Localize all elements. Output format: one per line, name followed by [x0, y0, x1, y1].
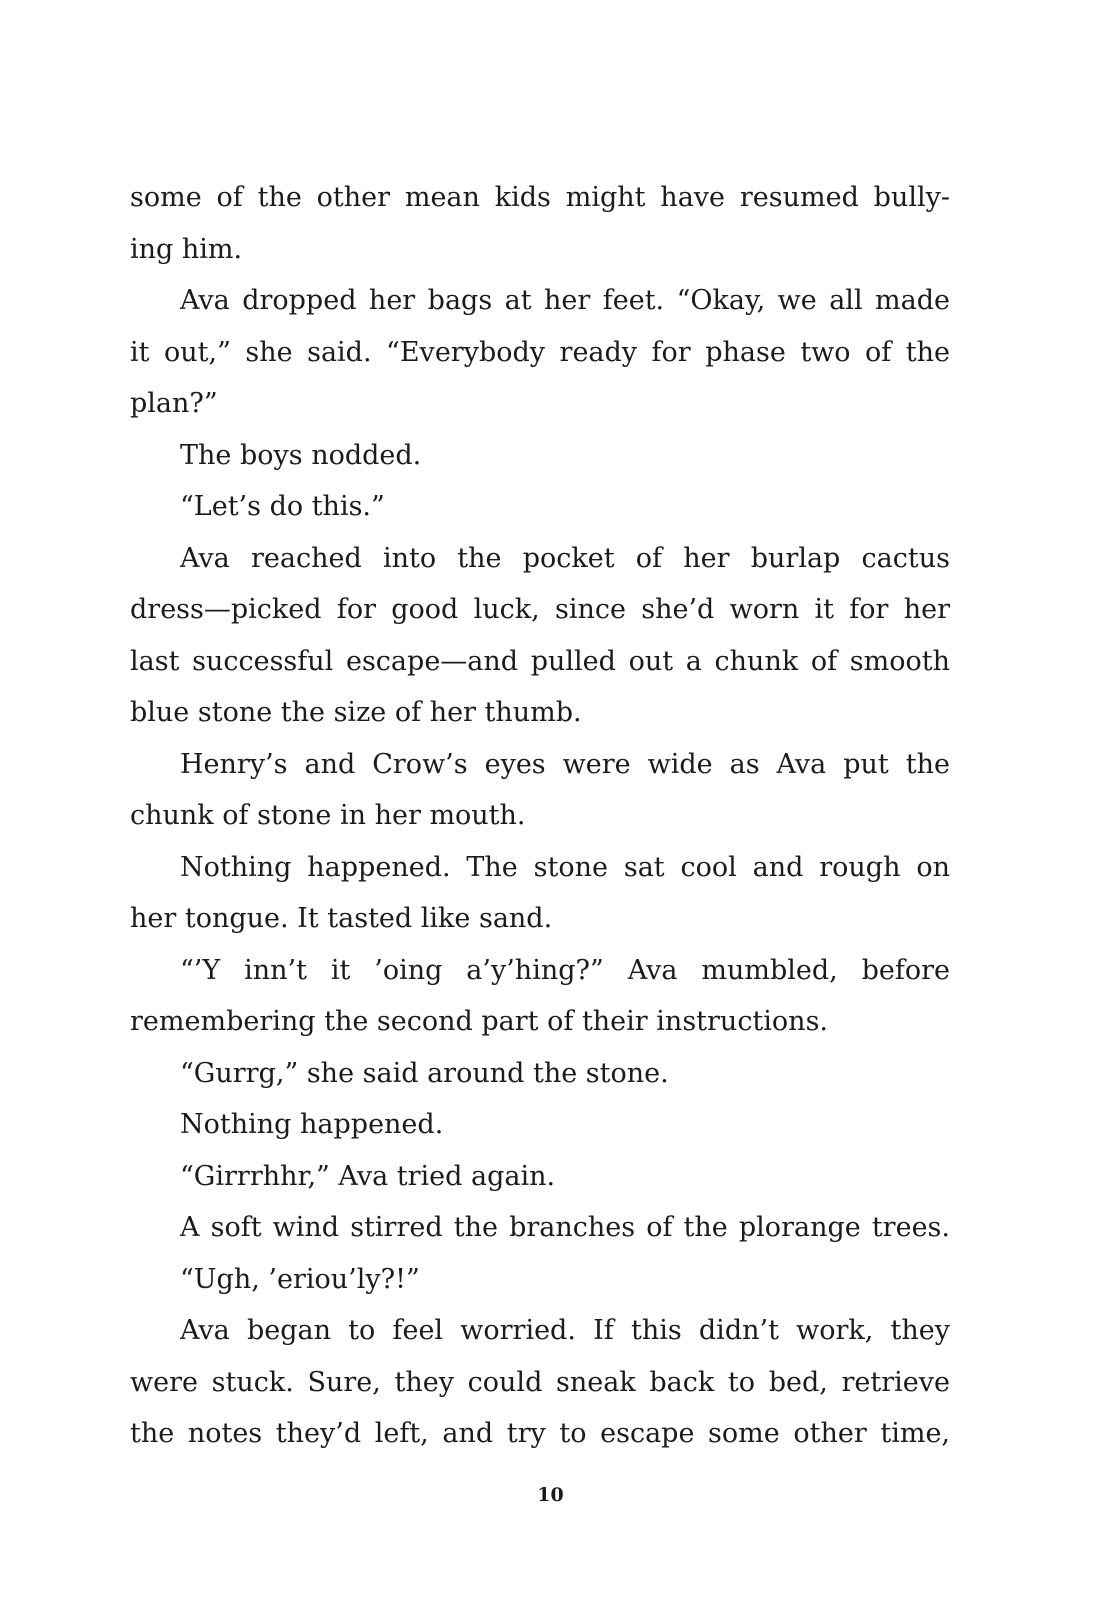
text-line: were stuck. Sure, they could sneak back to bed, retrieve: [130, 1366, 950, 1398]
text-line: The boys nodded.: [180, 439, 422, 471]
text-line: it out,” she said. “Everybody ready for phase two of the: [130, 336, 950, 368]
text-line: Henry’s and Crow’s eyes were wide as Ava put the: [180, 748, 950, 780]
text-line: some of the other mean kids might have resumed bully-: [130, 182, 950, 213]
text-line: ing him.: [130, 233, 243, 265]
text-line: last successful escape—and pulled out a chunk of smooth: [130, 645, 950, 677]
text-line: “Girrrhhr,” Ava tried again.: [180, 1160, 556, 1192]
text-line: her tongue. It tasted like sand.: [130, 903, 553, 934]
page-body: [130, 172, 950, 1492]
text-line: blue stone the size of her thumb.: [130, 697, 582, 728]
text-line: Ava reached into the pocket of her burlap cactus: [180, 542, 950, 574]
text-line: “Gurrg,” she said around the stone.: [180, 1057, 669, 1089]
text-line: A soft wind stirred the branches of the plorange trees.: [180, 1212, 950, 1243]
text-line: “Let’s do this.”: [180, 491, 385, 522]
text-line: Nothing happened. The stone sat cool and rough on: [180, 851, 950, 883]
text-line: Ava began to feel worried. If this didn’t work, they: [180, 1315, 950, 1346]
text-line: the notes they’d left, and try to escape some other time,: [130, 1418, 950, 1449]
text-line: “’Y inn’t it ’oing a’y’hing?” Ava mumbled, before: [180, 954, 950, 986]
text-line: chunk of stone in her mouth.: [130, 800, 526, 831]
text-line: Nothing happened.: [180, 1109, 444, 1140]
page-number: 10: [537, 1484, 564, 1506]
text-line: “Ugh, ’eriou’ly?!”: [180, 1263, 420, 1295]
text-line: plan?”: [130, 388, 218, 419]
text-line: dress—picked for good luck, since she’d worn it for her: [130, 594, 950, 625]
text-line: Ava dropped her bags at her feet. “Okay, we all made: [180, 285, 950, 316]
text-line: remembering the second part of their instructions.: [130, 1006, 829, 1037]
